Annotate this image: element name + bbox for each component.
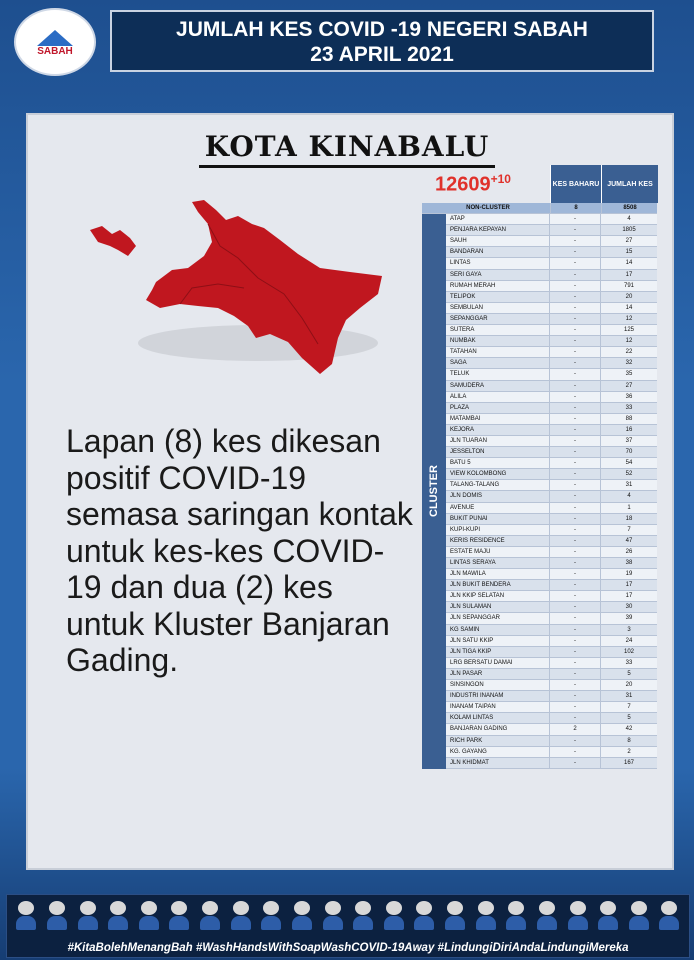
- row-name: TELIPOK: [450, 293, 476, 300]
- row-name: LINTAS SERAYA: [450, 560, 496, 566]
- row-name: JLN KHIDMAT: [450, 759, 489, 766]
- table-row: [446, 525, 657, 536]
- table-row: [446, 724, 657, 735]
- row-name: JLN MAWILA: [450, 571, 486, 578]
- row-new: -: [549, 425, 600, 435]
- row-new: -: [549, 247, 600, 257]
- row-new: -: [549, 702, 600, 712]
- row-name: JLN TIGA KKIP: [450, 648, 492, 655]
- row-name: SERI GAYA: [450, 271, 482, 278]
- row-total: 17: [600, 580, 657, 590]
- person-icon: [200, 901, 220, 931]
- total-new-cases: +10: [490, 172, 511, 186]
- row-total: 36: [600, 392, 657, 402]
- logo-text: SABAH: [37, 45, 73, 57]
- row-new: -: [549, 325, 600, 335]
- row-new: -: [549, 414, 600, 424]
- page-header: [110, 10, 654, 72]
- row-name: LINTAS: [450, 260, 471, 267]
- header-title: JUMLAH KES COVID -19 NEGERI SABAH: [176, 18, 588, 41]
- row-total: 22: [600, 347, 657, 357]
- table-row: [446, 325, 657, 336]
- table-row: [446, 425, 657, 436]
- row-name: PLAZA: [450, 404, 470, 411]
- row-total: 125: [600, 325, 657, 335]
- row-name: MATAMBAI: [450, 415, 481, 422]
- row-new: -: [549, 480, 600, 490]
- row-total: 32: [600, 358, 657, 368]
- table-row: [446, 347, 657, 358]
- row-new: -: [549, 491, 600, 501]
- row-total: 8508: [601, 203, 658, 213]
- row-name: KG. GAYANG: [450, 748, 487, 755]
- row-name: SAMUDERA: [450, 382, 485, 389]
- row-total: 5: [600, 713, 657, 723]
- footer-banner: [6, 894, 690, 958]
- row-total: 791: [600, 281, 657, 291]
- row-new: -: [549, 458, 600, 468]
- row-name: JLN SEPANGGAR: [450, 615, 500, 622]
- row-new: -: [549, 525, 600, 535]
- row-name: JLN PASAR: [450, 670, 483, 677]
- row-total: 38: [600, 558, 657, 568]
- row-name: JESSELTON: [450, 449, 485, 456]
- row-name: BATU 5: [450, 460, 471, 467]
- table-row: [446, 225, 657, 236]
- col-total-header: JUMLAH KES: [601, 165, 658, 203]
- table-row: [446, 547, 657, 558]
- row-total: 19: [600, 569, 657, 579]
- row-name: TALANG-TALANG: [450, 482, 500, 489]
- row-total: 1: [600, 503, 657, 513]
- row-new: -: [549, 336, 600, 346]
- table-header: [422, 165, 657, 203]
- row-new: -: [549, 613, 600, 623]
- cluster-label: CLUSTER: [422, 214, 446, 769]
- table-row: [446, 536, 657, 547]
- row-total: 24: [600, 636, 657, 646]
- sabah-logo: [14, 8, 96, 76]
- person-icon: [384, 901, 404, 931]
- row-new: -: [549, 580, 600, 590]
- person-icon: [47, 901, 67, 931]
- row-name: PENJARA KEPAYAN: [450, 227, 507, 234]
- row-total: 17: [600, 591, 657, 601]
- table-row: [446, 669, 657, 680]
- cluster-rows: [446, 214, 657, 769]
- row-name: LRG BERSATU DAMAI: [450, 659, 513, 666]
- row-name: ESTATE MAJU: [450, 548, 491, 555]
- row-total: 3: [600, 625, 657, 635]
- row-total: 12: [600, 336, 657, 346]
- row-new: -: [549, 270, 600, 280]
- person-icon: [629, 901, 649, 931]
- row-total: 8: [600, 736, 657, 746]
- row-total: 30: [600, 602, 657, 612]
- row-new: -: [549, 214, 600, 224]
- row-new: -: [549, 647, 600, 657]
- row-total: 16: [600, 425, 657, 435]
- table-row: [446, 613, 657, 624]
- row-total: 31: [600, 480, 657, 490]
- row-new: -: [549, 680, 600, 690]
- row-name: SEPANGGAR: [450, 315, 488, 322]
- row-new: -: [549, 514, 600, 524]
- table-row: [446, 702, 657, 713]
- row-new: -: [549, 547, 600, 557]
- row-total: 42: [600, 724, 657, 734]
- row-name: SAGA: [450, 360, 467, 367]
- person-icon: [568, 901, 588, 931]
- table-row: [446, 381, 657, 392]
- table-row: [446, 647, 657, 658]
- row-total: 54: [600, 458, 657, 468]
- row-name: JLN SULAMAN: [450, 604, 492, 611]
- row-new: -: [549, 403, 600, 413]
- row-name: RICH PARK: [450, 737, 483, 744]
- row-name: KUPI-KUPI: [450, 526, 481, 533]
- person-icon: [16, 901, 36, 931]
- row-name: SAUH: [450, 238, 467, 245]
- row-total: 52: [600, 469, 657, 479]
- row-new: -: [549, 758, 600, 768]
- person-icon: [353, 901, 373, 931]
- row-name: BANDARAN: [450, 249, 484, 256]
- table-row: [446, 580, 657, 591]
- header-spacer: [422, 165, 550, 203]
- person-icon: [323, 901, 343, 931]
- row-total: 2: [600, 747, 657, 757]
- row-new: -: [549, 558, 600, 568]
- row-total: 70: [600, 447, 657, 457]
- table-row: [446, 569, 657, 580]
- row-name: BUKIT PUNAI: [450, 515, 488, 522]
- table-row: [446, 758, 657, 769]
- row-new: -: [549, 292, 600, 302]
- table-row: [446, 258, 657, 269]
- row-name: JLN BUKIT BENDERA: [450, 582, 511, 589]
- person-icon: [231, 901, 251, 931]
- row-new: -: [549, 747, 600, 757]
- row-new: -: [549, 381, 600, 391]
- row-new: -: [549, 658, 600, 668]
- table-row: [446, 236, 657, 247]
- person-icon: [139, 901, 159, 931]
- table-row: [446, 514, 657, 525]
- row-new: -: [549, 469, 600, 479]
- table-row: [446, 247, 657, 258]
- header-date: 23 APRIL 2021: [310, 43, 454, 66]
- row-new: -: [549, 225, 600, 235]
- row-new: -: [549, 369, 600, 379]
- person-icon: [78, 901, 98, 931]
- table-row: [446, 358, 657, 369]
- row-name: ATAP: [450, 216, 465, 223]
- row-total: 27: [600, 381, 657, 391]
- row-total: 12: [600, 314, 657, 324]
- person-icon: [108, 901, 128, 931]
- table-row: [446, 713, 657, 724]
- row-new: -: [549, 281, 600, 291]
- row-new: -: [549, 436, 600, 446]
- table-row: [446, 392, 657, 403]
- row-total: 17: [600, 270, 657, 280]
- row-name: SUTERA: [450, 327, 475, 334]
- table-row: [446, 270, 657, 281]
- row-new: 2: [549, 724, 600, 734]
- row-name: TELUK: [450, 371, 470, 378]
- row-name: JLN SATU KKIP: [450, 637, 494, 644]
- kota-kinabalu-map: [88, 198, 388, 378]
- table-row: [446, 602, 657, 613]
- table-row: [446, 214, 657, 225]
- row-new: -: [549, 358, 600, 368]
- row-total: 15: [600, 247, 657, 257]
- row-total: 1805: [600, 225, 657, 235]
- person-icon: [445, 901, 465, 931]
- row-total: 102: [600, 647, 657, 657]
- table-row: [446, 303, 657, 314]
- row-total: 39: [600, 613, 657, 623]
- row-total: 47: [600, 536, 657, 546]
- person-icon: [292, 901, 312, 931]
- person-icon: [169, 901, 189, 931]
- person-icon: [537, 901, 557, 931]
- row-new: -: [549, 625, 600, 635]
- table-row: [446, 414, 657, 425]
- row-name: INDUSTRI INANAM: [450, 693, 504, 700]
- table-row: [446, 658, 657, 669]
- row-name: KERIS RESIDENCE: [450, 537, 505, 544]
- row-total: 20: [600, 680, 657, 690]
- hashtags: #KitaBolehMenangBah #WashHandsWithSoapWashCOVID-19Away #LindungiDiriAndaLindungiMereka: [67, 942, 629, 954]
- table-row: [446, 691, 657, 702]
- frontliner-figures: [7, 895, 689, 931]
- row-name: NUMBAK: [450, 338, 476, 345]
- row-total: 14: [600, 303, 657, 313]
- row-total: 167: [600, 758, 657, 768]
- table-row: [446, 314, 657, 325]
- row-new: -: [549, 314, 600, 324]
- table-row: [446, 625, 657, 636]
- row-name: VIEW KOLOMBONG: [450, 471, 507, 478]
- row-new: -: [549, 258, 600, 268]
- row-name: AVENUE: [450, 504, 475, 511]
- row-total: 88: [600, 414, 657, 424]
- row-name: KOLAM LINTAS: [450, 715, 494, 722]
- table-row: [446, 469, 657, 480]
- row-total: 33: [600, 658, 657, 668]
- row-name: RUMAH MERAH: [450, 282, 496, 289]
- row-new: -: [549, 569, 600, 579]
- row-total: 4: [600, 491, 657, 501]
- table-row: [446, 558, 657, 569]
- row-name: SINSINGON: [450, 682, 484, 689]
- table-row: [446, 292, 657, 303]
- case-description: Lapan (8) kes dikesan positif COVID-19 semasa saringan kontak untuk kes-kes COVID-19 dan dua (2) kes untuk Kluster Banjaran Gading.: [66, 423, 413, 678]
- row-total: 5: [600, 669, 657, 679]
- row-name: BANJARAN GADING: [450, 726, 508, 733]
- row-total: 7: [600, 525, 657, 535]
- row-total: 37: [600, 436, 657, 446]
- person-icon: [659, 901, 679, 931]
- row-name: JLN DOMIS: [450, 493, 483, 500]
- row-total: 18: [600, 514, 657, 524]
- table-row: [446, 480, 657, 491]
- person-icon: [414, 901, 434, 931]
- row-total: 26: [600, 547, 657, 557]
- table-row: [446, 747, 657, 758]
- row-new: -: [549, 669, 600, 679]
- table-row: [446, 503, 657, 514]
- row-total: 14: [600, 258, 657, 268]
- row-name: TATAHAN: [450, 349, 477, 356]
- col-new-header: KES BAHARU: [550, 165, 601, 203]
- row-name: KG SAMIN: [450, 626, 480, 633]
- cluster-section: [422, 214, 657, 769]
- row-total: 33: [600, 403, 657, 413]
- table-row: [446, 680, 657, 691]
- row-total: 20: [600, 292, 657, 302]
- table-row: [446, 458, 657, 469]
- row-new: -: [549, 503, 600, 513]
- district-title: KOTA KINABALU: [0, 130, 694, 168]
- row-name: ALILA: [450, 393, 467, 400]
- row-new: -: [549, 602, 600, 612]
- row-new: -: [549, 347, 600, 357]
- cluster-table: [422, 165, 657, 769]
- table-row: [446, 491, 657, 502]
- person-icon: [261, 901, 281, 931]
- table-row: [446, 447, 657, 458]
- mountain-icon: [37, 30, 73, 46]
- row-new: -: [549, 713, 600, 723]
- row-total: 35: [600, 369, 657, 379]
- person-icon: [506, 901, 526, 931]
- table-row: [446, 736, 657, 747]
- row-name: JLN KKIP SELATAN: [450, 593, 505, 600]
- row-total: 27: [600, 236, 657, 246]
- table-row: [446, 436, 657, 447]
- total-cases: 12609: [435, 173, 491, 196]
- row-name: JLN TUARAN: [450, 437, 487, 444]
- row-name: SEMBULAN: [450, 304, 484, 311]
- row-new: -: [549, 691, 600, 701]
- row-total: 7: [600, 702, 657, 712]
- row-total: 4: [600, 214, 657, 224]
- table-row: [446, 336, 657, 347]
- row-new: -: [549, 736, 600, 746]
- row-name: KEJORA: [450, 426, 475, 433]
- row-new: -: [549, 536, 600, 546]
- row-name: NON-CLUSTER: [466, 205, 510, 211]
- table-row: [446, 281, 657, 292]
- row-total: 31: [600, 691, 657, 701]
- row-new: -: [549, 303, 600, 313]
- table-row: [446, 636, 657, 647]
- row-new: -: [549, 636, 600, 646]
- table-row: [446, 369, 657, 380]
- person-icon: [476, 901, 496, 931]
- table-row: [446, 403, 657, 414]
- row-new: -: [549, 236, 600, 246]
- row-new: 8: [550, 203, 601, 213]
- person-icon: [598, 901, 618, 931]
- non-cluster-row: [422, 203, 657, 214]
- table-row: [446, 591, 657, 602]
- row-new: -: [549, 392, 600, 402]
- row-new: -: [549, 591, 600, 601]
- row-new: -: [549, 447, 600, 457]
- row-name: INANAM TAIPAN: [450, 704, 496, 711]
